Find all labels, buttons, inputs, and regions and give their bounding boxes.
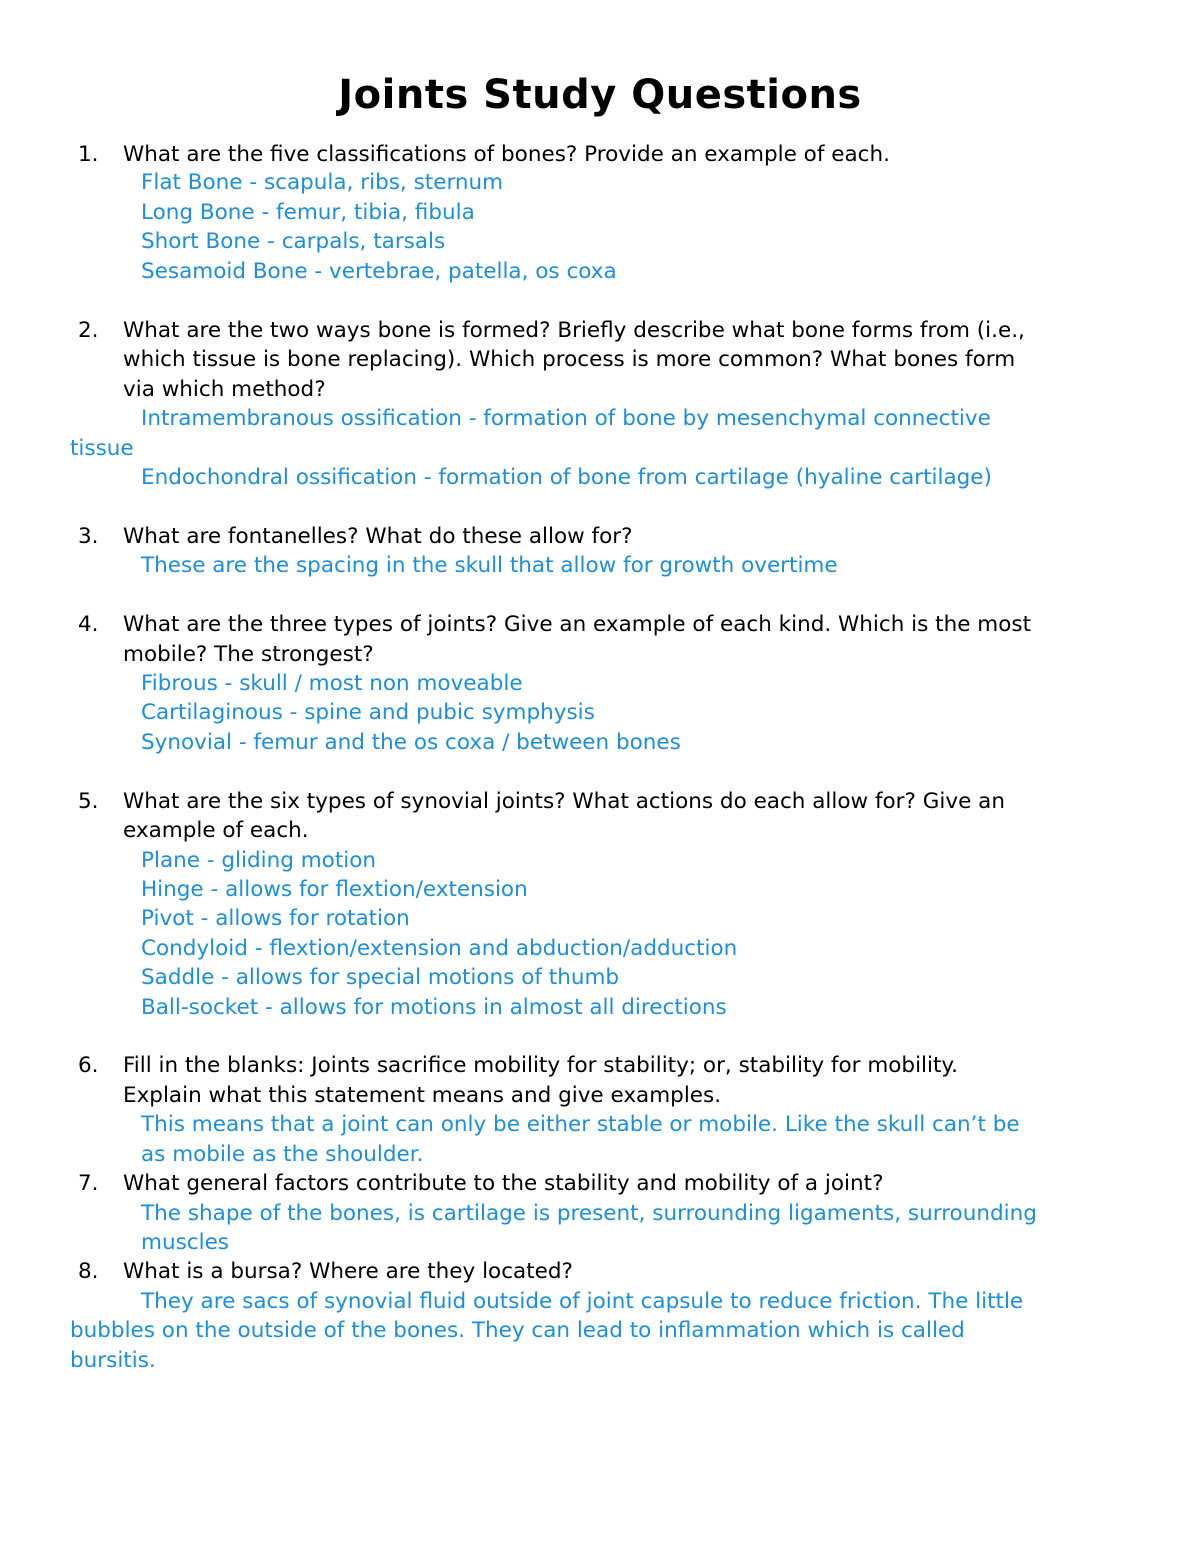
answer-line: Intramembranous ossification - formation of bone by mesenchymal connective (141, 406, 991, 431)
question-number: 7. (78, 1171, 99, 1196)
question-number: 3. (78, 524, 99, 549)
question-text: via which method? (123, 377, 326, 402)
answer-line: muscles (141, 1230, 229, 1255)
answer-line: Ball-socket - allows for motions in almost all directions (141, 995, 727, 1020)
answer-line: Cartilaginous - spine and pubic symphysis (141, 700, 595, 725)
question-text: What are the six types of synovial joints? What actions do each allow for? Give an (123, 789, 1005, 814)
answer-line: bursitis. (70, 1348, 156, 1373)
answer-line: Fibrous - skull / most non moveable (141, 671, 523, 696)
answer-line: Flat Bone - scapula, ribs, sternum (141, 170, 504, 195)
answer-line: as mobile as the shoulder. (141, 1142, 424, 1167)
answer-line: This means that a joint can only be either stable or mobile. Like the skull can’t be (141, 1112, 1020, 1137)
answer-line: Long Bone - femur, tibia, fibula (141, 200, 475, 225)
question-text: What are the three types of joints? Give an example of each kind. Which is the most (123, 612, 1032, 637)
question-text: What are fontanelles? What do these allow for? (123, 524, 633, 549)
page-title: Joints Study Questions (338, 72, 862, 118)
answer-line: Endochondral ossification - formation of bone from cartilage (hyaline cartilage) (141, 465, 992, 490)
answer-line: Short Bone - carpals, tarsals (141, 229, 446, 254)
question-number: 2. (78, 318, 99, 343)
answer-line: Plane - gliding motion (141, 848, 376, 873)
question-number: 4. (78, 612, 99, 637)
question-text: What is a bursa? Where are they located? (123, 1259, 573, 1284)
question-text: What are the five classifications of bones? Provide an example of each. (123, 142, 890, 167)
question-number: 8. (78, 1259, 99, 1284)
answer-line: Saddle - allows for special motions of thumb (141, 965, 620, 990)
answer-line: Hinge - allows for flextion/extension (141, 877, 528, 902)
question-text: What are the two ways bone is formed? Briefly describe what bone forms from (i.e., (123, 318, 1025, 343)
question-text: mobile? The strongest? (123, 642, 374, 667)
answer-line: Pivot - allows for rotation (141, 906, 410, 931)
question-number: 6. (78, 1053, 99, 1078)
answer-line: The shape of the bones, is cartilage is present, surrounding ligaments, surrounding (141, 1201, 1037, 1226)
question-number: 5. (78, 789, 99, 814)
question-text: Fill in the blanks: Joints sacrifice mobility for stability; or, stability for mobility. (123, 1053, 958, 1078)
answer-line: They are sacs of synovial fluid outside of joint capsule to reduce friction. The little (141, 1289, 1024, 1314)
answer-line: Synovial - femur and the os coxa / between bones (141, 730, 681, 755)
question-number: 1. (78, 142, 99, 167)
question-text: which tissue is bone replacing). Which process is more common? What bones form (123, 347, 1016, 372)
answer-line: tissue (70, 436, 134, 461)
answer-line: bubbles on the outside of the bones. They can lead to inflammation which is called (70, 1318, 965, 1343)
answer-line: Condyloid - flextion/extension and abduction/adduction (141, 936, 738, 961)
question-text: example of each. (123, 818, 309, 843)
question-text: What general factors contribute to the stability and mobility of a joint? (123, 1171, 884, 1196)
answer-line: These are the spacing in the skull that allow for growth overtime (141, 553, 838, 578)
question-text: Explain what this statement means and give examples. (123, 1083, 722, 1108)
answer-line: Sesamoid Bone - vertebrae, patella, os coxa (141, 259, 617, 284)
